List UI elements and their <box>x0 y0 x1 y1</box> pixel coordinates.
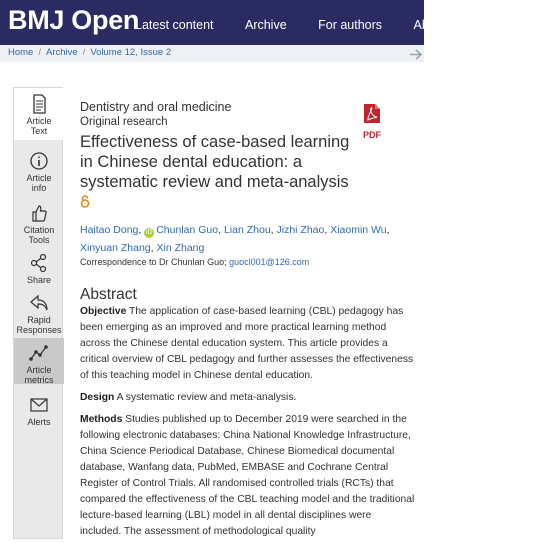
abstract-design <box>80 390 415 406</box>
breadcrumb-separator: / <box>82 47 86 58</box>
main-nav <box>135 16 546 34</box>
sidebar-item-article-metrics[interactable] <box>14 338 64 384</box>
design-text: A systematic review and meta-analysis. <box>114 392 297 403</box>
author-link[interactable]: Xin Zhang <box>156 242 205 254</box>
correspondence-label: Correspondence to Dr Chunlan Guo; <box>80 257 230 267</box>
top-nav-bar <box>0 0 520 45</box>
methods-label: Methods <box>80 414 123 425</box>
article-title <box>80 132 360 212</box>
sidebar-label: info <box>31 183 47 193</box>
nav-latest-content[interactable]: Latest content <box>135 18 214 32</box>
open-access-icon <box>80 194 90 210</box>
sidebar-item-rapid-responses[interactable] <box>14 288 64 334</box>
objective-label: Objective <box>80 306 127 317</box>
nav-archive[interactable]: Archive <box>244 18 287 32</box>
sidebar-item-share[interactable] <box>14 248 64 286</box>
article-title-text: Effectiveness of case-based learning in Chinese dental education: a systematic review and meta-analysis <box>80 133 350 191</box>
correspondence <box>80 257 309 267</box>
article-type: Original research <box>80 116 168 128</box>
author-link[interactable]: Haitao Dong <box>80 224 139 236</box>
envelope-icon <box>28 395 50 415</box>
author-link[interactable]: Lian Zhou <box>223 224 271 236</box>
article-sidebar <box>13 87 63 539</box>
author-link[interactable]: Xinyuan Zhang <box>80 242 151 254</box>
reply-icon <box>28 293 50 313</box>
sidebar-label: Article <box>26 365 52 375</box>
sidebar-label: Rapid <box>27 315 51 325</box>
site-logo[interactable]: BMJ Open <box>8 5 140 35</box>
sidebar-label: Article <box>26 173 52 183</box>
pdf-download-button[interactable] <box>360 103 384 140</box>
sidebar-item-article-info[interactable] <box>14 146 64 192</box>
breadcrumb-archive[interactable]: Archive <box>45 47 78 58</box>
share-icon <box>28 253 50 273</box>
article-subject[interactable]: Dentistry and oral medicine <box>80 100 232 114</box>
pdf-icon <box>362 111 382 128</box>
sidebar-label: Responses <box>16 325 62 335</box>
sidebar-item-alerts[interactable] <box>14 390 64 430</box>
nav-browse[interactable]: Browse <box>477 18 520 32</box>
abstract-objective <box>80 304 415 384</box>
author-link[interactable]: Xiaomin Wu <box>330 224 387 236</box>
info-icon <box>28 151 50 171</box>
breadcrumb-home[interactable]: Home <box>8 47 34 58</box>
sidebar-label: metrics <box>24 375 54 385</box>
author-link[interactable]: Jizhi Zhao <box>276 224 325 236</box>
pdf-label: PDF <box>363 130 381 140</box>
document-icon <box>28 94 50 114</box>
correspondence-email[interactable]: guocl001@126.com <box>229 257 310 267</box>
abstract-methods <box>80 412 415 540</box>
author-link[interactable]: Chunlan Guo <box>156 224 219 236</box>
sidebar-label: Alerts <box>27 417 51 427</box>
author-list: Haitao Dong, iD Chunlan Guo, Lian Zhou, Jizhi Zhao, Xiaomin Wu, Xinyuan Zhang, Xin Zhang <box>80 224 390 254</box>
breadcrumb-issue[interactable]: Volume 12, Issue 2 <box>90 47 172 58</box>
breadcrumb-separator: / <box>38 47 41 58</box>
orcid-icon[interactable]: iD <box>145 229 153 236</box>
objective-text: The application of case-based learning (CBL) pedagogy has been emerging as an improved and more practical learning method across the Chinese dental education system. This article provides a critical overview of CBL pedagogy and further assesses the effectiveness of this teaching model in Chinese dental education. <box>80 306 414 381</box>
methods-text: Studies published up to December 2019 were searched in the following electronic databases: China National Knowledge Infrastructure, China Science Periodical Database, Chinese Biomedical documental database, Wanfang data, PubMed, EMBASE and Cochrane Central Register of Control Trials. All randomised controlled trials (RCTs) that compared the effectiveness of the CBL teaching model and the traditional lecture-based learning (LBL) model in all dental disciplines were included. The assessment of methodological quality <box>80 414 415 537</box>
thumbs-up-icon <box>28 203 50 223</box>
sidebar-item-citation-tools[interactable] <box>14 198 64 244</box>
sidebar-label: Share <box>26 275 52 285</box>
design-label: Design <box>80 392 115 403</box>
nav-for-authors[interactable]: For authors <box>318 18 383 32</box>
metrics-icon <box>28 343 50 363</box>
sidebar-label: Tools <box>28 235 50 245</box>
breadcrumb <box>8 47 171 58</box>
breadcrumb-bar <box>0 45 424 62</box>
sidebar-label: Article <box>26 116 52 126</box>
sidebar-label: Citation <box>23 225 55 235</box>
abstract-heading: Abstract <box>80 286 137 303</box>
next-arrow-icon[interactable] <box>409 48 424 61</box>
sidebar-label: Text <box>30 126 48 136</box>
nav-about[interactable]: About <box>413 18 447 32</box>
sidebar-item-article-text[interactable] <box>14 88 64 140</box>
